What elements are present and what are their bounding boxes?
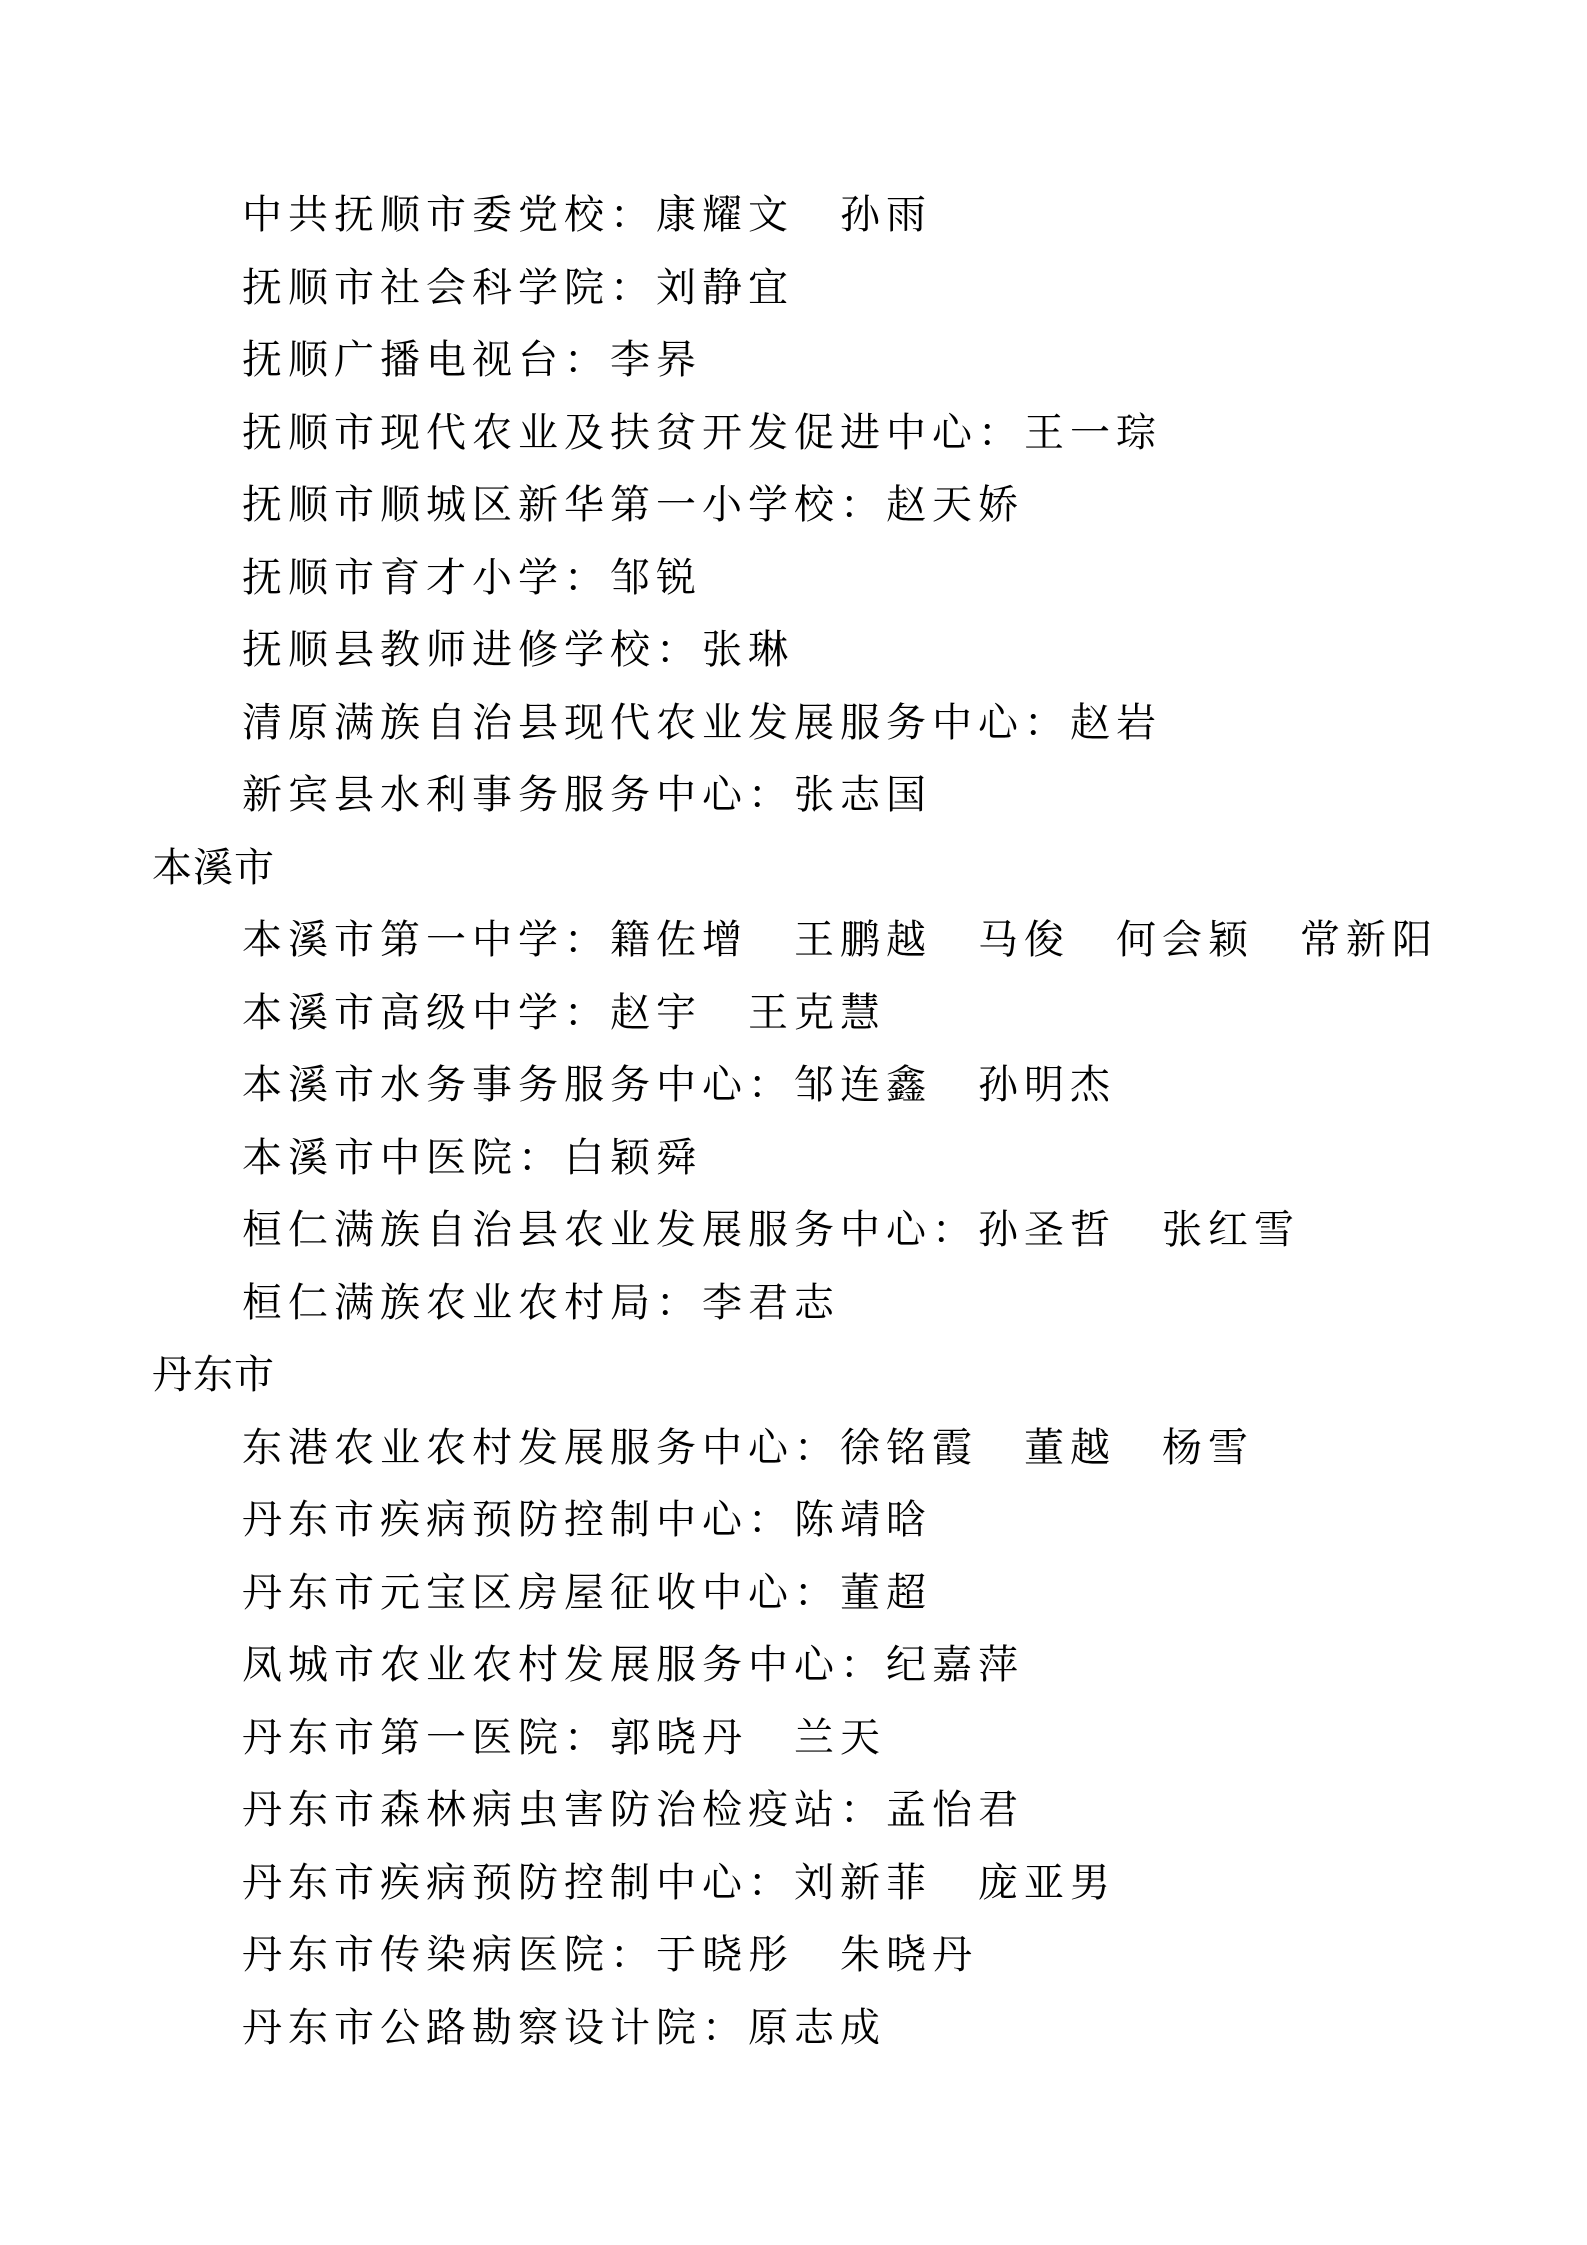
list-item: [242, 553, 702, 603]
list-item: [242, 1060, 1116, 1110]
organization-label: 丹东市疾病预防控制中心：: [242, 1497, 794, 1543]
person-name: 纪嘉萍: [886, 1642, 1024, 1688]
person-name: 张志国: [794, 772, 932, 818]
list-item: [242, 1858, 1116, 1908]
list-item: [242, 770, 932, 820]
person-name: 李昦: [610, 337, 702, 383]
organization-label: 抚顺县教师进修学校：: [242, 627, 702, 673]
person-name: 朱晓丹: [840, 1932, 978, 1978]
organization-label: 清原满族自治县现代农业发展服务中心：: [242, 699, 1070, 746]
list-item: [242, 1930, 978, 1980]
person-name: 王一琮: [1024, 409, 1162, 456]
organization-label: 丹东市元宝区房屋征收中心：: [242, 1569, 840, 1616]
list-item: [242, 1278, 840, 1328]
organization-label: 抚顺市顺城区新华第一小学校：: [242, 482, 886, 528]
person-name: 原志成: [748, 2004, 886, 2051]
person-name: 刘静宜: [656, 264, 794, 311]
person-name: 赵天娇: [886, 482, 1024, 528]
person-name: 于晓彤: [656, 1932, 794, 1978]
organization-label: 桓仁满族农业农村局：: [242, 1279, 702, 1326]
person-name: 白颖舜: [564, 1134, 702, 1181]
organization-label: 抚顺广播电视台：: [242, 337, 610, 383]
person-name: 赵岩: [1070, 699, 1162, 746]
organization-label: 本溪市水务事务服务中心：: [242, 1062, 794, 1108]
person-name: 孙圣哲: [978, 1207, 1116, 1253]
list-item: [242, 263, 794, 313]
organization-label: 抚顺市社会科学院：: [242, 264, 656, 311]
organization-label: 抚顺市育才小学：: [242, 554, 610, 601]
organization-label: 丹东市公路勘察设计院：: [242, 2004, 748, 2051]
person-name: 王克慧: [748, 989, 886, 1036]
person-name: 兰天: [794, 1714, 886, 1761]
person-name: 郭晓丹: [610, 1714, 748, 1761]
person-name: 李君志: [702, 1279, 840, 1326]
organization-label: 本溪市第一中学：: [242, 917, 610, 963]
person-name: 陈靖晗: [794, 1497, 932, 1543]
list-item: [242, 1133, 702, 1183]
organization-label: 丹东市第一医院：: [242, 1714, 610, 1761]
list-item: [242, 698, 1162, 748]
list-item: [242, 1713, 886, 1763]
organization-label: 东港农业农村发展服务中心：: [242, 1424, 840, 1471]
person-name: 康耀文: [656, 192, 794, 238]
person-name: 马俊: [978, 917, 1070, 963]
person-name: 张琳: [702, 627, 794, 673]
person-name: 孟怡君: [886, 1787, 1024, 1833]
person-name: 张红雪: [1162, 1207, 1300, 1253]
person-name: 董超: [840, 1569, 932, 1616]
list-item: [242, 2003, 886, 2053]
person-name: 董越: [1024, 1424, 1116, 1471]
organization-label: 抚顺市现代农业及扶贫开发促进中心：: [242, 409, 1024, 456]
list-item: [242, 480, 1024, 530]
person-name: 籍佐增: [610, 917, 748, 963]
organization-label: 桓仁满族自治县农业发展服务中心：: [242, 1207, 978, 1253]
person-name: 王鹏越: [794, 917, 932, 963]
organization-label: 凤城市农业农村发展服务中心：: [242, 1642, 886, 1688]
organization-label: 丹东市森林病虫害防治检疫站：: [242, 1787, 886, 1833]
list-item: [242, 1495, 932, 1545]
list-item: [242, 408, 1162, 458]
list-item: [242, 915, 1438, 965]
person-name: 徐铭霞: [840, 1424, 978, 1471]
list-item: [242, 335, 702, 385]
section-heading: 丹东市: [152, 1352, 275, 1398]
person-name: 常新阳: [1300, 917, 1438, 963]
person-name: 杨雪: [1162, 1424, 1254, 1471]
list-item: [242, 1568, 932, 1618]
person-name: 孙明杰: [978, 1062, 1116, 1108]
section-heading: 本溪市: [152, 844, 275, 891]
organization-label: 本溪市中医院：: [242, 1134, 564, 1181]
list-item: [242, 1785, 1024, 1835]
person-name: 庞亚男: [978, 1859, 1116, 1906]
organization-label: 中共抚顺市委党校：: [242, 192, 656, 238]
list-item: [242, 988, 886, 1038]
list-item: [242, 190, 932, 240]
person-name: 孙雨: [840, 192, 932, 238]
person-name: 赵宇: [610, 989, 702, 1036]
person-name: 邹连鑫: [794, 1062, 932, 1108]
organization-label: 新宾县水利事务服务中心：: [242, 772, 794, 818]
list-item: [242, 1205, 1300, 1255]
person-name: 何会颖: [1116, 917, 1254, 963]
person-name: 刘新菲: [794, 1859, 932, 1906]
list-item: [242, 1423, 1254, 1473]
list-item: [242, 1640, 1024, 1690]
organization-label: 丹东市疾病预防控制中心：: [242, 1859, 794, 1906]
organization-label: 本溪市高级中学：: [242, 989, 610, 1036]
person-name: 邹锐: [610, 554, 702, 601]
organization-label: 丹东市传染病医院：: [242, 1932, 656, 1978]
list-item: [242, 625, 794, 675]
